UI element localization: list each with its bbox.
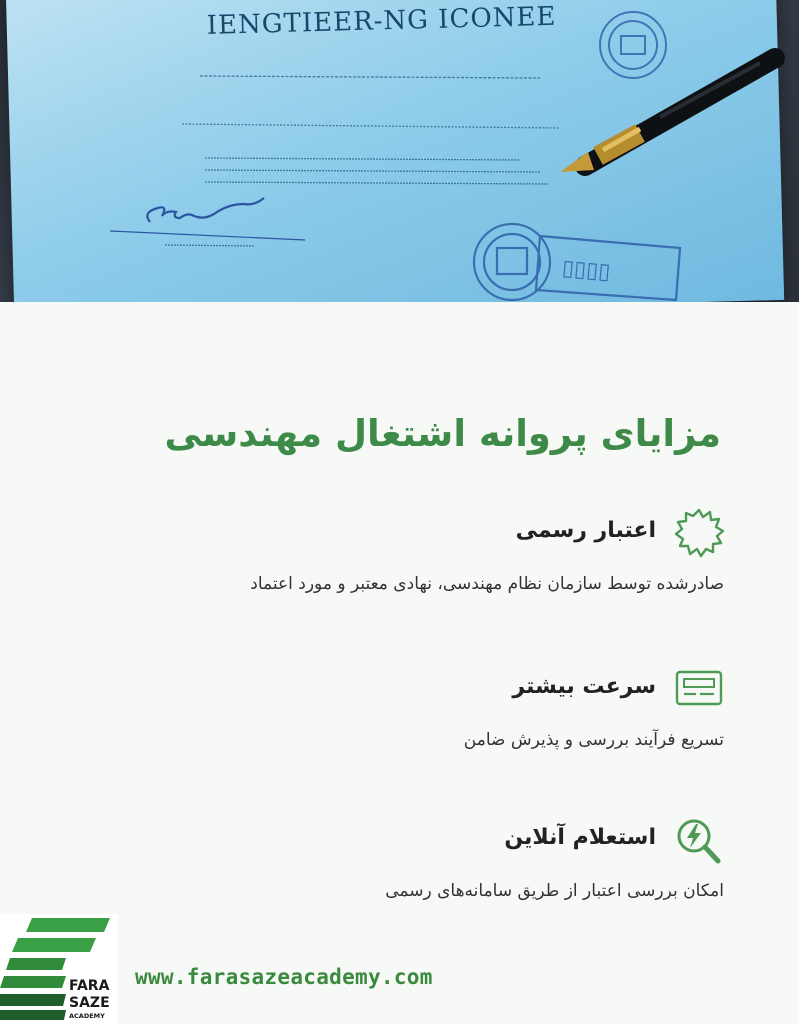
- feature-title: سرعت بیشتر: [512, 674, 656, 699]
- certificate-heading: IENGTIEER-NG ICONEE: [206, 1, 557, 41]
- rubber-stamp-icon: [474, 224, 680, 300]
- seal-stamp-icon: [600, 12, 666, 78]
- svg-text:▯▯▯▯: ▯▯▯▯: [560, 255, 612, 285]
- certificate-details: [0, 0, 799, 302]
- id-card-icon: [674, 664, 724, 714]
- verified-badge-icon: [674, 508, 724, 558]
- logo: [0, 914, 118, 1024]
- signature-icon: [110, 198, 305, 240]
- page-title: مزایای پروانه اشتغال مهندسی: [164, 412, 721, 455]
- feature-description: تسریع فرآیند بررسی و پذیرش ضامن: [463, 730, 724, 750]
- search-bolt-icon: [674, 815, 724, 865]
- logo-text-academy: ACADEMY: [69, 1012, 105, 1020]
- logo-text-saze: SAZE: [69, 995, 110, 1011]
- feature-description: امکان بررسی اعتبار از طریق سامانه‌های رسمی: [385, 881, 724, 901]
- logo-text-fara: FARA: [69, 978, 110, 994]
- feature-title: استعلام آنلاین: [504, 825, 656, 850]
- website-link[interactable]: www.farasazeacademy.com: [135, 965, 433, 989]
- pen-icon: [560, 58, 775, 172]
- feature-description: صادرشده توسط سازمان نظام مهندسی، نهادی معتبر و مورد اعتماد: [250, 574, 724, 594]
- hero-image: [0, 0, 799, 302]
- feature-title: اعتبار رسمی: [515, 518, 656, 543]
